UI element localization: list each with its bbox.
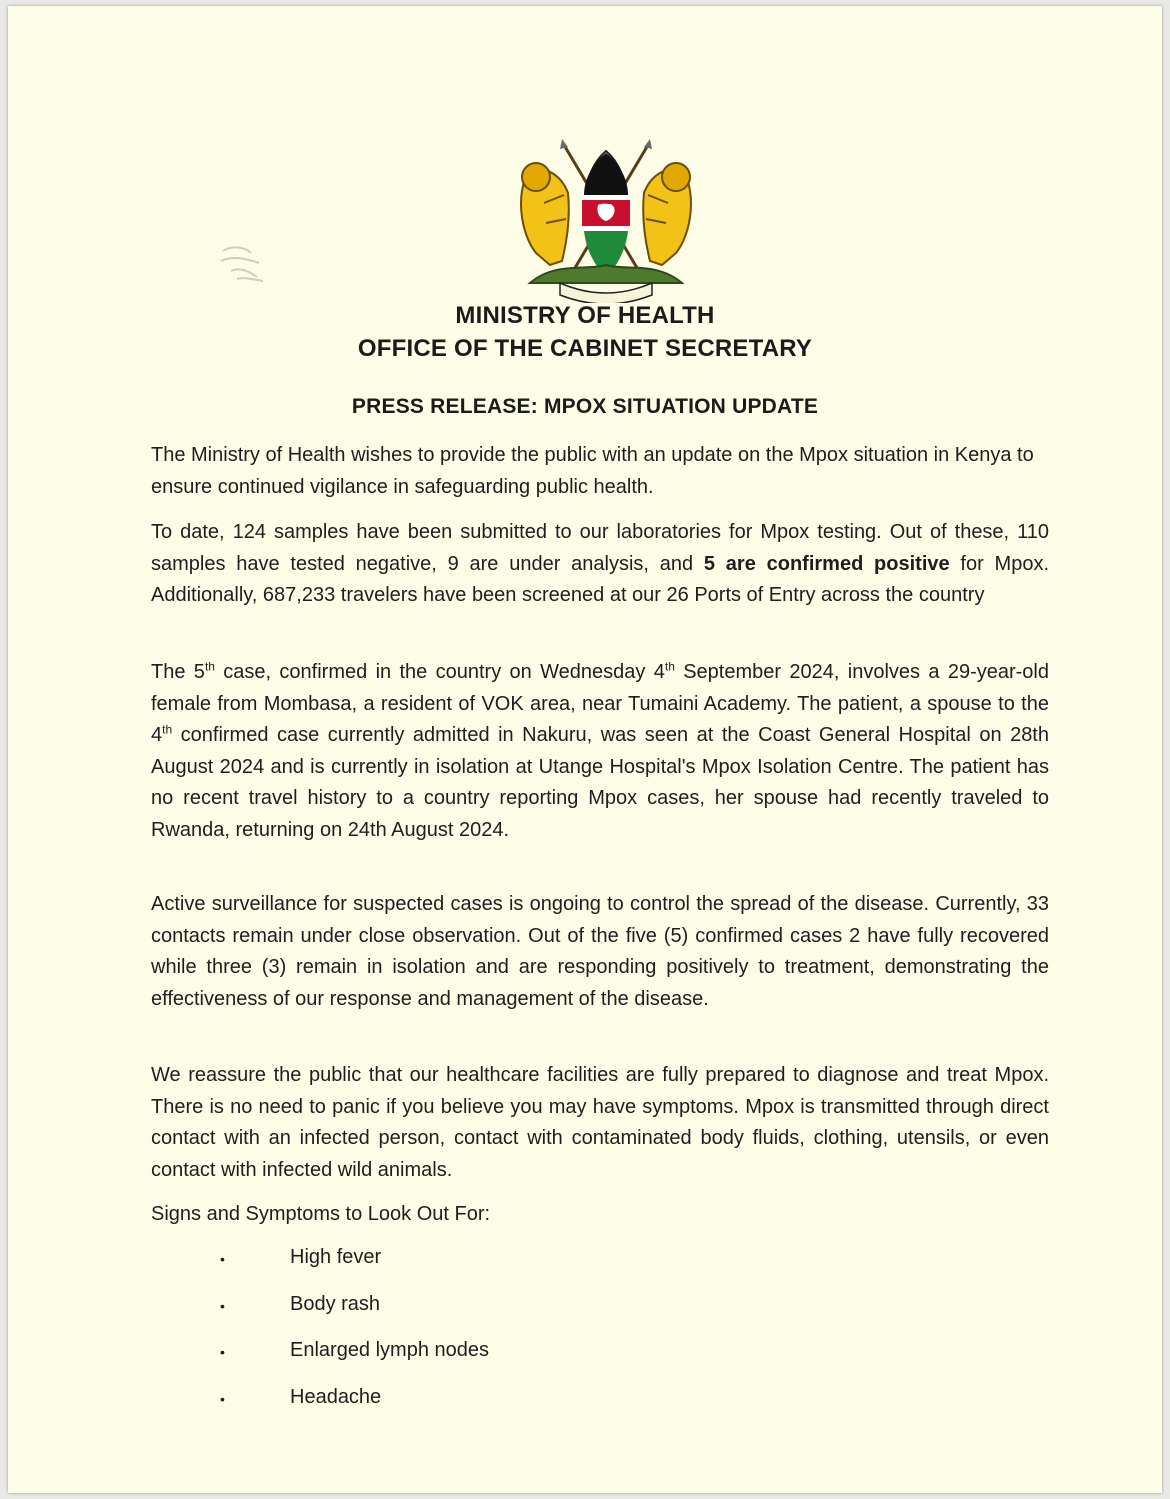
case-text-b: case, confirmed in the country on Wednesday 4 [214, 661, 665, 683]
list-item [220, 1246, 489, 1293]
kenya-coat-of-arms-icon [506, 133, 706, 303]
reassurance-paragraph: We reassure the public that our healthcare facilities are fully prepared to diagnose and treat Mpox. There is no need to panic if you believe you may have symptoms. Mpox is transmitted through direct contact with an infected person, contact with contaminated body fluids, clothing, utensils, or even contact with infected wild animals. [151, 1064, 1049, 1181]
list-item [220, 1293, 489, 1340]
press-release-title: PRESS RELEASE: MPOX SITUATION UPDATE [351, 395, 819, 418]
bullet-icon: • [220, 1251, 225, 1267]
testing-text-a: To date, 124 samples have been submitted to our laboratories for Mpox testing. Out of these, 110 samples have tested negative, 9 are under analysis, and [151, 521, 1049, 575]
document-page [8, 6, 1162, 1493]
testing-paragraph [151, 517, 1049, 612]
surveillance-paragraph: Active surveillance for suspected cases is ongoing to control the spread of the disease. Currently, 33 contacts remain under close observation. Out of the five (5) confirmed cases 2 have fully recovered while three (3) remain in isolation and are responding positively to treatment, demonstrating the effectiveness of our response and management of the disease. [151, 893, 1049, 1010]
office-heading: OFFICE OF THE CABINET SECRETARY [357, 335, 813, 362]
case-text-c: September 2024, involves a 29-year-old female from Mombasa, a resident of VOK area, near Tumaini Academy. The patient, a spouse to the 4 [151, 661, 1049, 746]
bullet-icon: • [220, 1344, 225, 1360]
fifth-case-paragraph [151, 657, 1049, 846]
symptom-list [220, 1246, 489, 1432]
intro-paragraph: The Ministry of Health wishes to provide the public with an update on the Mpox situation in Kenya to ensure continued vigilance in safeguarding public health. [151, 444, 1034, 498]
confirmed-positive-emphasis: 5 are confirmed positive [703, 552, 950, 575]
symptom-label: Headache [290, 1385, 382, 1408]
ordinal-suffix: th [664, 659, 675, 674]
symptom-label: Enlarged lymph nodes [290, 1339, 490, 1361]
ordinal-suffix: th [204, 659, 215, 674]
testing-text-b: for Mpox. Additionally, 687,233 travelers have been screened at our 26 Ports of Entry across the country [151, 552, 1050, 606]
ordinal-suffix: th [162, 722, 173, 737]
symptoms-heading: Signs and Symptoms to Look Out For: [151, 1203, 491, 1225]
ministry-heading: MINISTRY OF HEALTH [455, 302, 715, 329]
case-text-a: The 5 [151, 661, 205, 683]
smudge-mark [213, 241, 273, 285]
bullet-icon: • [220, 1390, 225, 1407]
bullet-icon: • [220, 1297, 225, 1314]
symptom-label: High fever [290, 1246, 382, 1268]
case-text-d: confirmed case currently admitted in Nakuru, was seen at the Coast General Hospital on 28th August 2024 and is currently in isolation at Utange Hospital's Mpox Isolation Centre. The patient has no recent travel history to a country reporting Mpox cases, her spouse had recently traveled to Rwanda, returning on 24th August 2024. [151, 724, 1049, 841]
list-item [220, 1339, 489, 1386]
list-item [220, 1386, 489, 1433]
symptom-label: Body rash [290, 1292, 381, 1315]
